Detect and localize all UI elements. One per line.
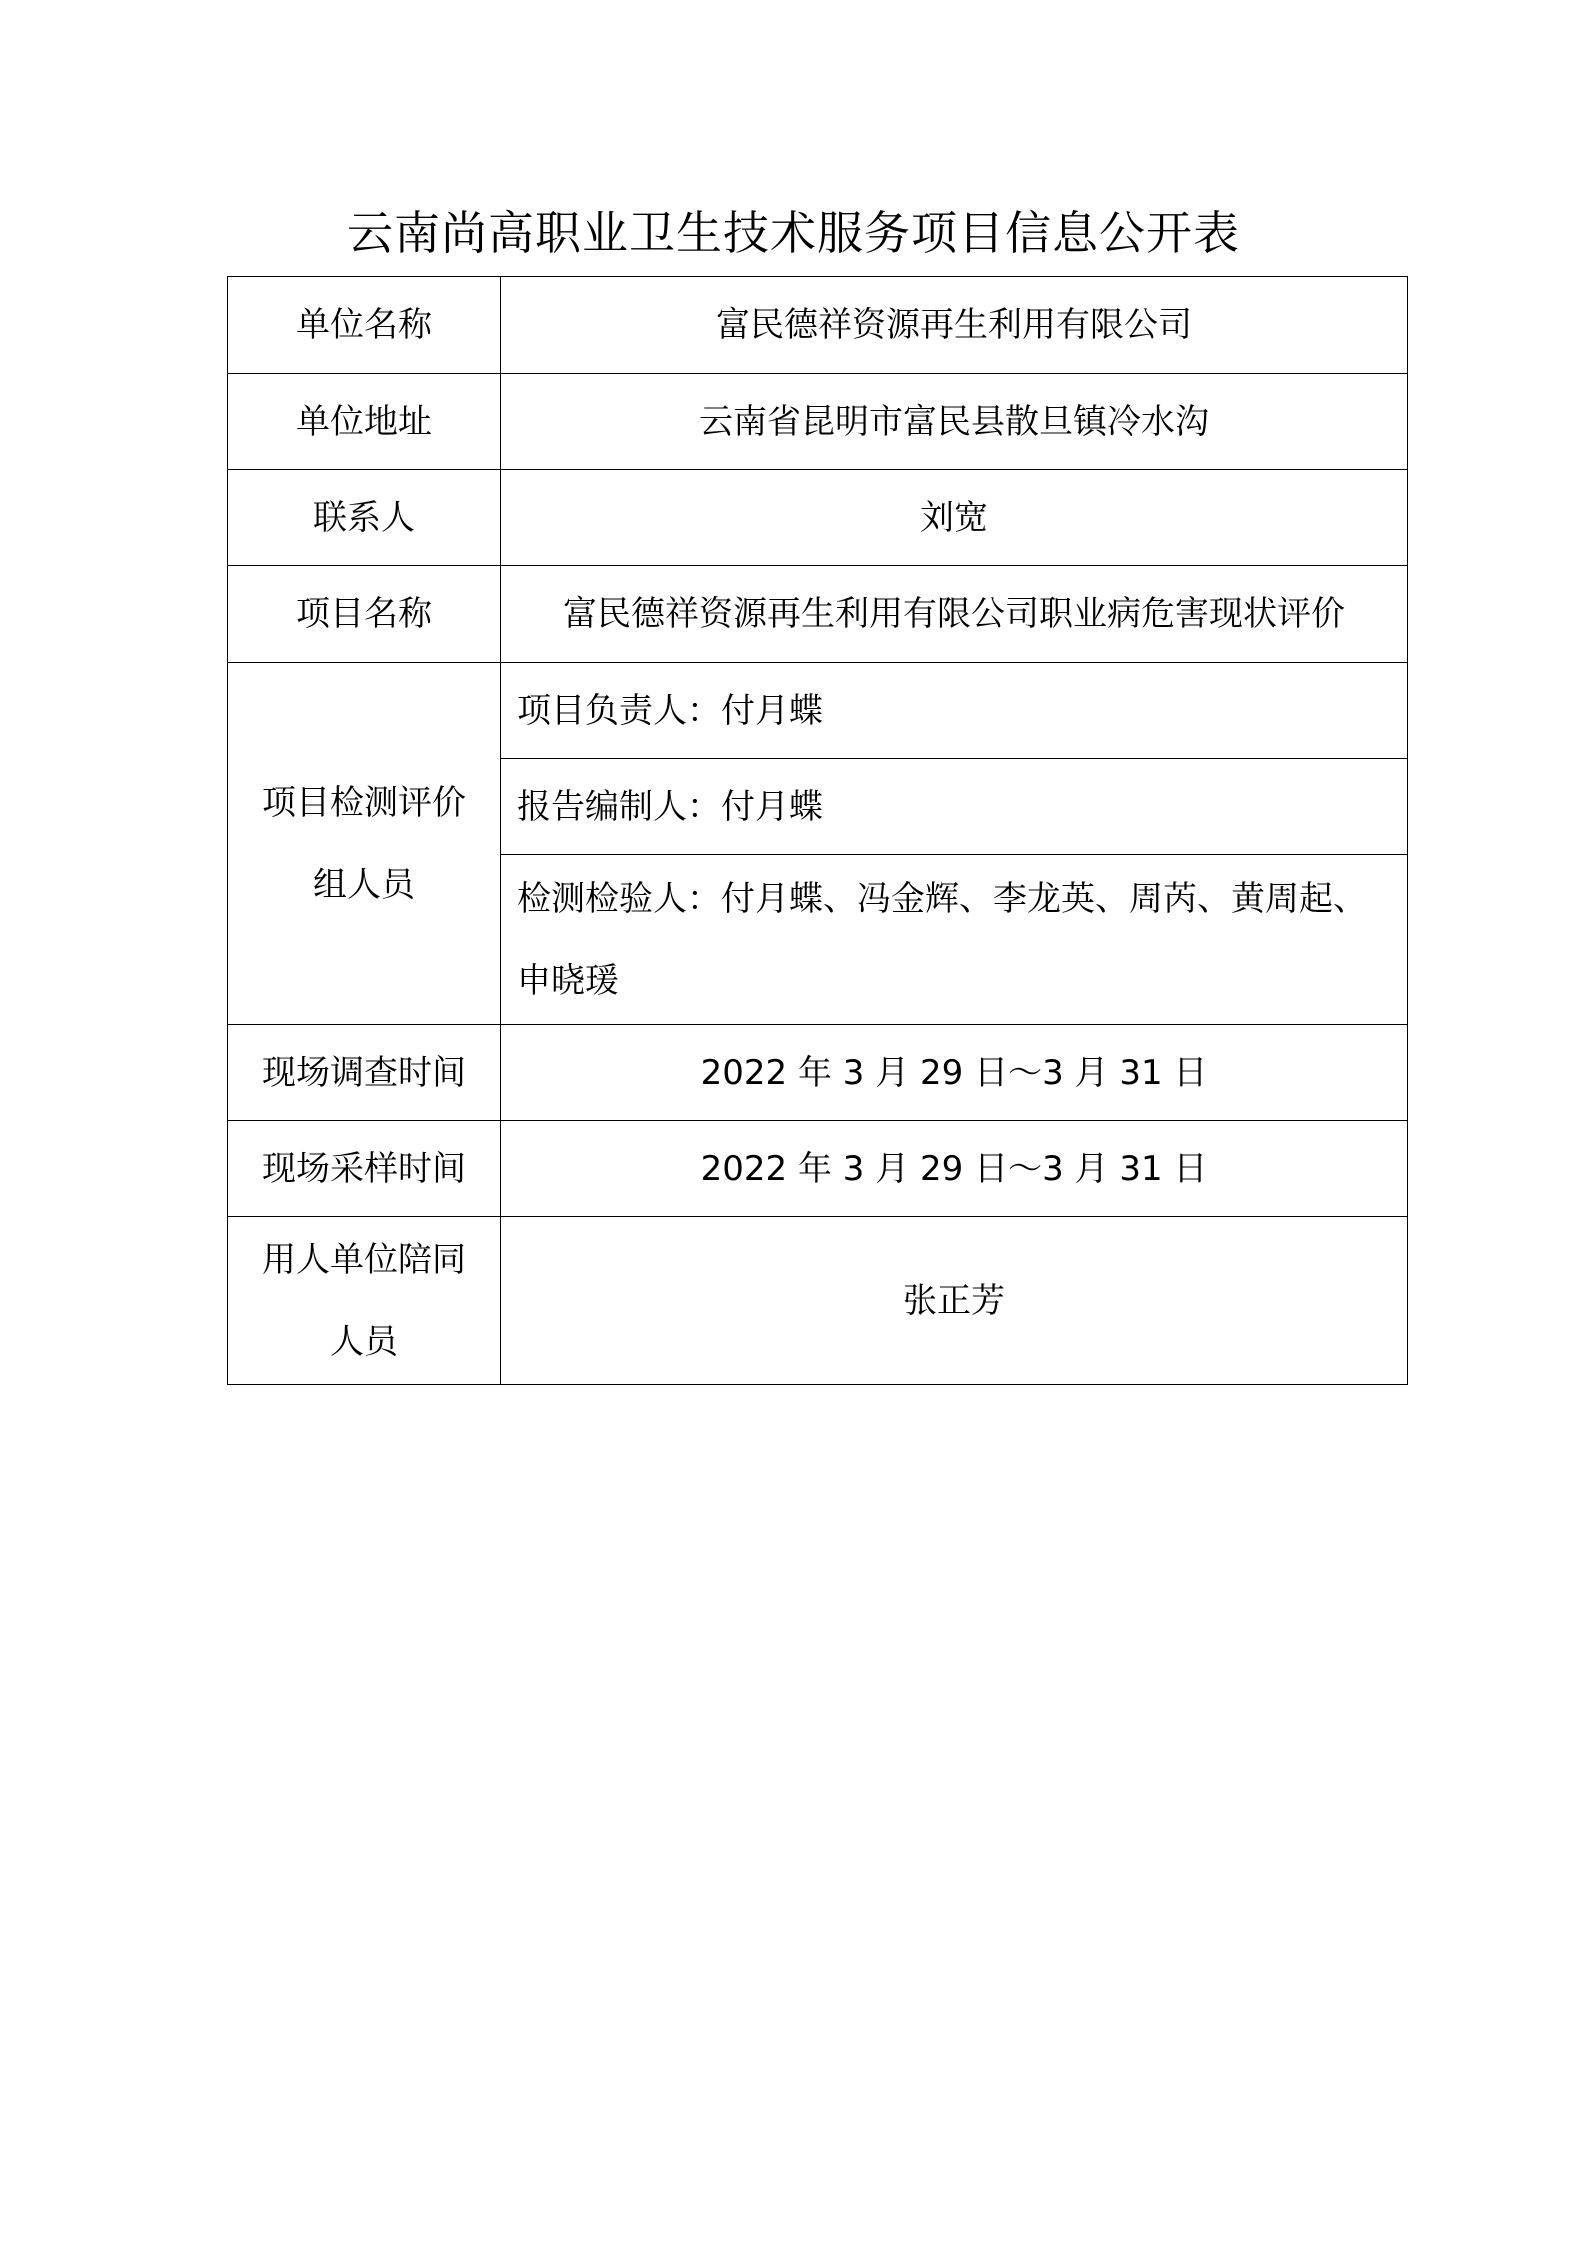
inspectors-line2: 申晓瑗	[517, 960, 619, 1001]
inspectors-line1: 检测检验人：付月蝶、冯金辉、李龙英、周芮、黄周起、	[517, 878, 1367, 919]
value-project-name: 富民德祥资源再生利用有限公司职业病危害现状评价	[501, 566, 1408, 663]
value-unit-name: 富民德祥资源再生利用有限公司	[501, 277, 1408, 374]
value-unit-address: 云南省昆明市富民县散旦镇冷水沟	[501, 374, 1408, 470]
value-team-report-author: 报告编制人：付月蝶	[501, 759, 1408, 855]
label-escort	[228, 1217, 501, 1385]
value-contact: 刘宽	[501, 470, 1408, 566]
row-contact	[228, 470, 1408, 566]
label-team	[228, 663, 501, 1025]
label-unit-address: 单位地址	[228, 374, 501, 470]
info-table	[227, 276, 1408, 1385]
label-escort-line2: 人员	[330, 1321, 398, 1362]
value-sampling-time: 2022 年 3 月 29 日～3 月 31 日	[501, 1121, 1408, 1217]
label-survey-time: 现场调查时间	[228, 1025, 501, 1121]
row-sampling-time	[228, 1121, 1408, 1217]
row-team-leader	[228, 663, 1408, 759]
label-escort-line1: 用人单位陪同	[262, 1239, 466, 1280]
label-project-name: 项目名称	[228, 566, 501, 663]
value-team-inspectors	[501, 855, 1408, 1025]
row-escort	[228, 1217, 1408, 1385]
value-team-leader: 项目负责人：付月蝶	[501, 663, 1408, 759]
label-sampling-time: 现场采样时间	[228, 1121, 501, 1217]
row-survey-time	[228, 1025, 1408, 1121]
value-survey-time: 2022 年 3 月 29 日～3 月 31 日	[501, 1025, 1408, 1121]
value-escort: 张正芳	[501, 1217, 1408, 1385]
label-contact: 联系人	[228, 470, 501, 566]
row-project-name	[228, 566, 1408, 663]
page-title: 云南尚高职业卫生技术服务项目信息公开表	[347, 206, 1240, 260]
label-team-line1: 项目检测评价	[262, 782, 466, 823]
row-unit-name	[228, 277, 1408, 374]
label-unit-name: 单位名称	[228, 277, 501, 374]
row-unit-address	[228, 374, 1408, 470]
label-team-line2: 组人员	[313, 864, 415, 905]
